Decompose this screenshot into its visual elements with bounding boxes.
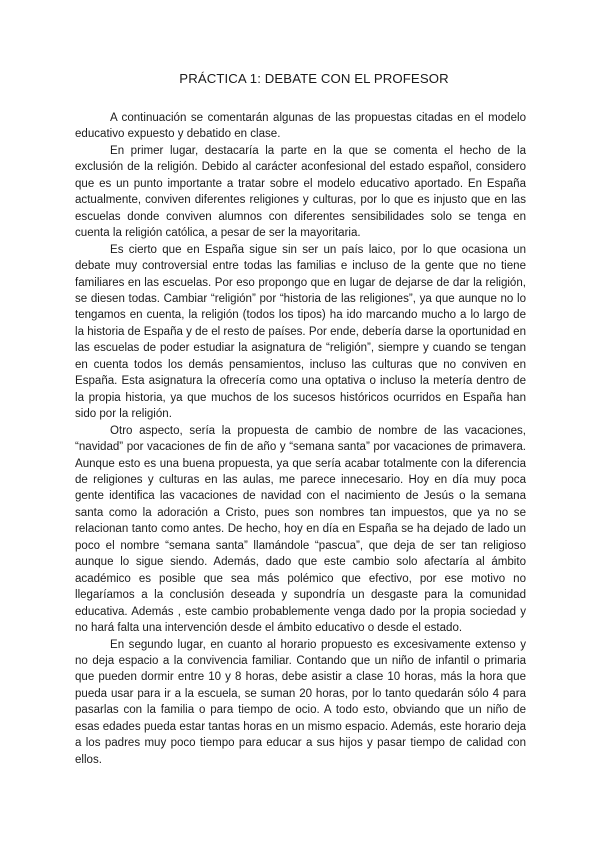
paragraph-intro: A continuación se comentarán algunas de las propuestas citadas en el modelo educativo expuesto y debatido en clase.	[75, 112, 526, 141]
paragraph-schedule: En segundo lugar, en cuanto al horario propuesto es excesivamente extenso y no deja espacio a la convivencia familiar. Contando que un niño de infantil o primaria que pueden dormir entre 10 y 8 horas, debe asistir a clase 10 horas, más la hora que pueda usar para ir a la escuela, se suman 20 horas, por lo tanto quedarán sólo 4 para pasarlas con la familia o para tiempo de ocio. A todo esto, obviando que un niño de esas edades pueda estar tantas horas en un mismo espacio. Además, este horario deja a los padres muy poco tiempo para educar a sus hijos y pasar tiempo de calidad con ellos.	[75, 638, 526, 766]
paragraph-religion-subject: Es cierto que en España sigue sin ser un país laico, por lo que ocasiona un debate muy controversial entre todas las familias e incluso de la gente que no tiene familiares en las escuelas. Por eso propongo que en lugar de dejarse de dar la religión, se diesen todas. Cambiar “religión” por “historia de las religiones”, ya que aunque no lo tengamos en cuenta, la religión (todos los tipos) ha ido marcando mucho a lo largo de la historia de España y de el resto de países. Por ende, debería darse la oportunidad en las escuelas de poder estudiar la asignatura de “religión”, siempre y cuando se tengan en cuenta todos los demás pensamientos, incluso las culturas que no conviven en España. Esta asignatura la ofrecería como una optativa o incluso la metería dentro de la propia historia, ya que muchos de los sucesos históricos ocurridos en España han sido por la religión.	[75, 243, 526, 421]
paragraph-vacation-names: Otro aspecto, sería la propuesta de cambio de nombre de las vacaciones, “navidad” por vacaciones de fin de año y “semana santa” por vacaciones de primavera. Aunque esto es una buena propuesta, ya que sería acabar totalmente con la diferencia de religiones y culturas en las aulas, me parece innecesario. Hoy en día muy poca gente identifica las vacaciones de navidad con el nacimiento de Jesús o la semana santa como la adoración a Cristo, pues son nombres tan impuestos, que ya no se relacionan tanto como antes. De hecho, hoy en día en España se ha dejado de lado un poco el nombre “semana santa” llamándole “pascua”, que deja de ser tan religioso aunque lo sigue siendo. Además, dado que este cambio solo afectaría al ámbito académico es posible que sea más polémico que efectivo, por ese motivo no llegaríamos a la conclusión deseada y supondría un desgaste para la comunidad educativa. Además , este cambio probablemente venga dado por la propia sociedad y no hará falta una intervención desde el ámbito educativo o desde el estado.	[75, 424, 526, 635]
page-title: PRÁCTICA 1: DEBATE CON EL PROFESOR	[179, 71, 449, 86]
paragraph-religion-exclusion: En primer lugar, destacaría la parte en la que se comenta el hecho de la exclusión de la religión. Debido al carácter aconfesional del estado español, considero que es un punto importante a tratar sobre el modelo educativo aportado. En España actualmente, conviven diferentes religiones y culturas, por lo que es injusto que en las escuelas donde conviven alumnos con diferentes sensibilidades solo se tenga en cuenta la religión católica, a pesar de ser la mayoritaria.	[75, 144, 526, 240]
document-body	[75, 110, 526, 768]
